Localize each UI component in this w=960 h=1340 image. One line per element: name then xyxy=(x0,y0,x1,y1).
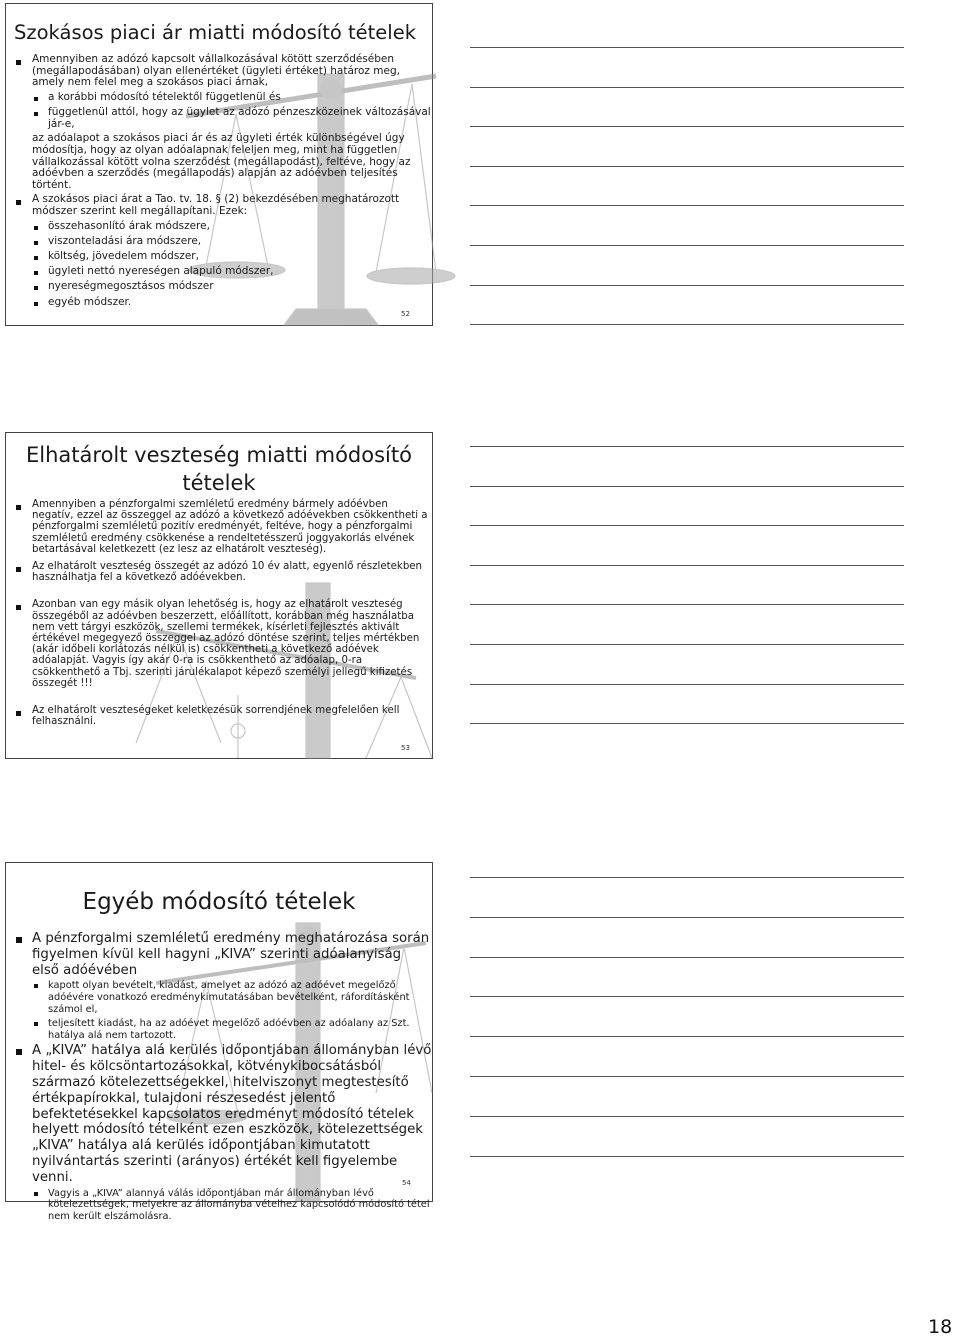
slide-title: Elhatárolt veszteség miatti módosító tételek xyxy=(26,443,412,495)
sub-bullet: teljesített kiadást, ha az adóévet megelőző adóévben az adóalany az Szt. hatálya alá nem tartozott. xyxy=(6,1018,432,1042)
sub-bullet: nyereségmegosztásos módszer xyxy=(6,280,432,292)
sub-bullet: összehasonlító árak módszere, xyxy=(6,220,432,232)
sub-bullet: Vagyis a „KIVA” alannyá válás időpontjában már állományban lévő kötelezettségek, melyekre az állományba vételhez kapcsolódó módosító tétel nem került elszámolásra. xyxy=(6,1188,432,1223)
note-line xyxy=(470,126,904,127)
note-line xyxy=(470,486,904,487)
note-line xyxy=(470,205,904,206)
note-line xyxy=(470,917,904,918)
note-line xyxy=(470,285,904,286)
slide-number: 53 xyxy=(401,744,410,752)
note-line xyxy=(470,604,904,605)
sub-bullet: a korábbi módosító tételektől függetlenül és xyxy=(6,91,432,103)
note-line xyxy=(470,877,904,878)
slide-number: 52 xyxy=(401,310,410,318)
note-line xyxy=(470,446,904,447)
bullet: A szokásos piaci árat a Tao. tv. 18. § (2) bekezdésében meghatározott módszer szerint kell megállapítani. Ezek: xyxy=(6,194,432,217)
slide-content xyxy=(6,499,432,727)
bullet: Amennyiben az adózó kapcsolt vállalkozásával kötött szerződésében (megállapodásában) olyan ellenértéket (ügyleti értéket) határoz meg, amely nem felel meg a szokásos piaci árnak, xyxy=(6,54,432,89)
note-line xyxy=(470,565,904,566)
note-line xyxy=(470,47,904,48)
note-line xyxy=(470,996,904,997)
note-line xyxy=(470,1076,904,1077)
sub-bullet: ügyleti nettó nyereségen alapuló módszer, xyxy=(6,265,432,277)
bullet: Amennyiben a pénzforgalmi szemléletű eredmény bármely adóévben negatív, ezzel az összeggel az adózó a következő adóévekben csökkentheti a pénzforgalmi szemléletű pozitív eredményét, feltéve, hogy a pénzforgalmi szemléletű eredmény csökkenése a rendeltetésszerű joggyakorlás elvének betartásával keletkezett (ez lesz az elhatárolt veszteség). xyxy=(6,499,432,555)
bullet: A „KIVA” hatálya alá kerülés időpontjában állományban lévő hitel- és kölcsöntartozásokkal, kötvénykibocsátásból származó kötelezettségekkel, hitelviszonyt megtestesítő értékpapírokkal, tulajdoni részesedést jelentő befektetésekkel kapcsolatos eredményt módosító tételek helyett módosító tételként ezen eszközök, kötelezettségek „KIVA” hatálya alá kerülés időpontjában kimutatott nyilvántartás szerinti (arányos) értékét kell figyelembe venni. xyxy=(6,1043,432,1185)
note-line xyxy=(470,166,904,167)
sub-bullet: kapott olyan bevételt, kiadást, amelyet az adózó az adóévet megelőző adóévére vonatkozó eredménykimutatásában bevételként, ráfordításként számol el, xyxy=(6,980,432,1015)
note-line xyxy=(470,324,904,325)
sub-bullet: függetlenül attól, hogy az ügylet az adózó pénzeszközeinek változásával jár-e, xyxy=(6,106,432,130)
note-line xyxy=(470,723,904,724)
slide-content xyxy=(6,54,432,308)
slide-52 xyxy=(5,3,433,326)
note-line xyxy=(470,87,904,88)
sub-bullet: viszonteladási ára módszere, xyxy=(6,235,432,247)
sub-bullet: költség, jövedelem módszer, xyxy=(6,250,432,262)
note-line xyxy=(470,525,904,526)
note-line xyxy=(470,1116,904,1117)
bullet: Az elhatárolt veszteség összegét az adózó 10 év alatt, egyenlő részletekben használhatja fel a következő adóévekben. xyxy=(6,561,432,583)
note-line xyxy=(470,957,904,958)
note-line xyxy=(470,684,904,685)
note-line xyxy=(470,1036,904,1037)
paragraph: az adóalapot a szokásos piaci ár és az ügyleti érték különbségével úgy módosítja, hogy az olyan adóalapnak feleljen meg, mint ha független vállalkozással kötött volna szerződést (megállapodást), feltéve, hogy az adóévben a szerződés (megállapodás) alapján az adóévben teljesítés történt. xyxy=(32,132,411,191)
bullet: Azonban van egy másik olyan lehetőség is, hogy az elhatárolt veszteség összegéből az adóévben beszerzett, előállított, korábban még használatba nem vett tárgyi eszközök, szellemi termékek, kísérleti fejlesztés aktivált értékével megegyező összeggel az adózó döntése szerint, teljes mértékben (akár időbeli korlátozás nélkül is) csökkentheti a következő adóévek adóalapját. Vagyis így akár 0-ra is csökkenthető az adóalap, 0-ra csökkenthető a Tbj. szerinti járulékalapot képező személyi jellegű kifizetés összegét !!! xyxy=(6,599,432,689)
page-number: 18 xyxy=(928,1316,953,1338)
note-line xyxy=(470,1156,904,1157)
bullet: Az elhatárolt veszteségeket keletkezésük sorrendjének megfelelően kell felhasználni. xyxy=(6,705,432,727)
bullet: A pénzforgalmi szemléletű eredmény meghatározása során figyelmen kívül kell hagyni „KIVA” szerinti adóalanyiság első adóévében xyxy=(6,931,432,978)
slide-number: 54 xyxy=(402,1179,411,1187)
slide-content xyxy=(6,931,432,1223)
slide-title: Szokásos piaci ár miatti módosító tételek xyxy=(14,21,416,44)
slide-title: Egyéb módosító tételek xyxy=(82,889,356,915)
slide-53 xyxy=(5,432,433,759)
note-line xyxy=(470,644,904,645)
slide-54 xyxy=(5,862,433,1223)
sub-bullet: egyéb módszer. xyxy=(6,296,432,308)
note-line xyxy=(470,245,904,246)
